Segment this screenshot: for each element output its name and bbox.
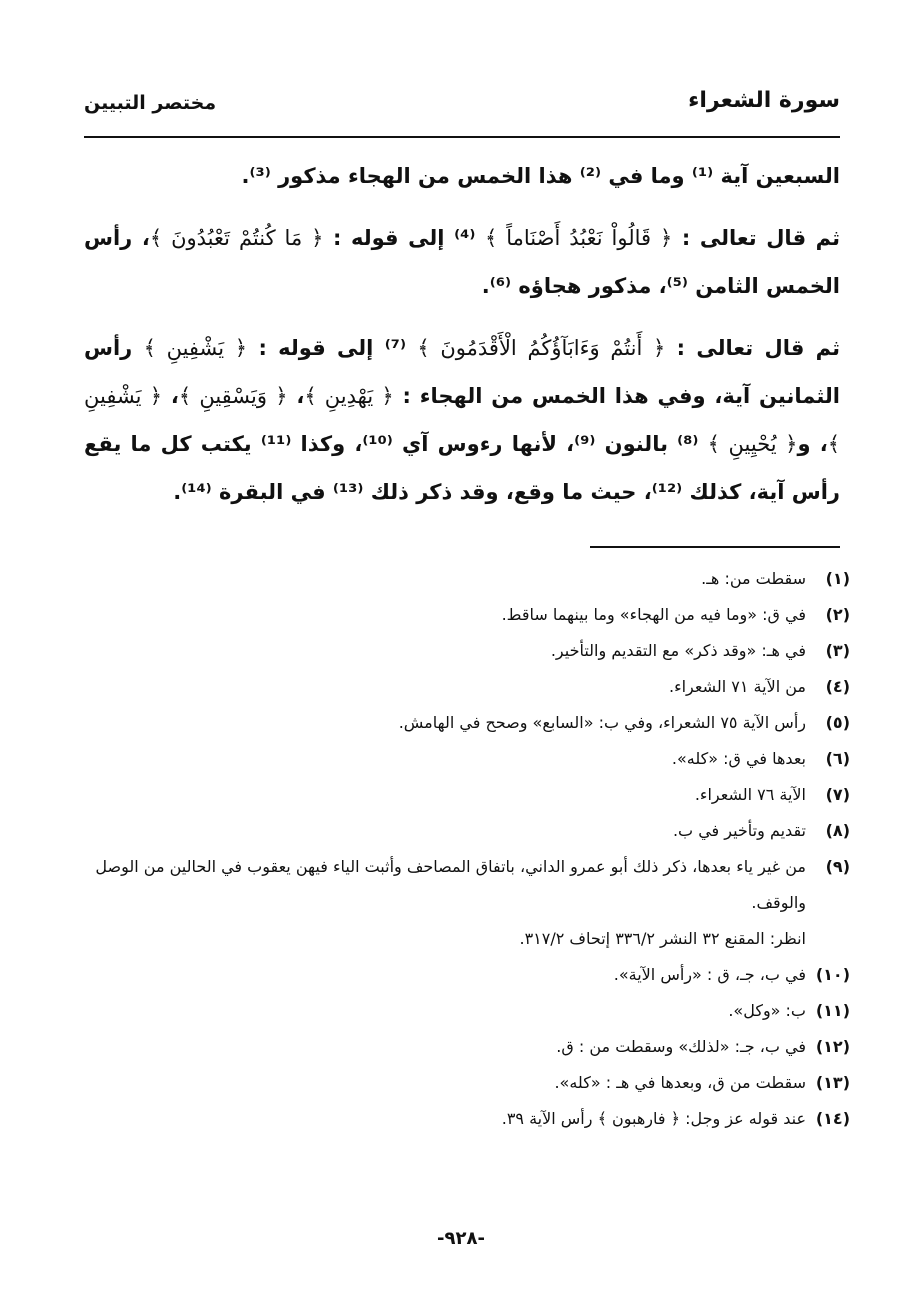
footnote-number: (٥): [825, 713, 850, 732]
footnote: [84, 741, 850, 777]
footnote-number: (٩): [825, 857, 850, 876]
footnote-text: انظر: المقنع ٣٢ النشر ٣٣٦/٢ إتحاف ٣١٧/٢.: [519, 929, 806, 948]
footnote-number: (٨): [825, 821, 850, 840]
footnote-number: (٤): [825, 677, 850, 696]
footnotes: [84, 561, 850, 1137]
footnote-number: (١): [825, 569, 850, 588]
text-segment: ثم قال تعالى :: [672, 226, 841, 250]
text-segment: رأس الثمانين آية، وفي هذا الخمس من الهجاء :: [84, 336, 840, 408]
footnote-text: من غير ياء بعدها، ذكر ذلك أبو عمرو الداني، باتفاق المصاحف وأثبت الياء فيهن يعقوب في الحالين من الوصل والوقف.: [95, 857, 806, 912]
text-segment: ثم قال تعالى :: [665, 336, 841, 360]
text-segment: ،: [287, 384, 305, 408]
footnote-text: رأس الآية ٧٥ الشعراء، وفي ب: «السابع» وصحح في الهامش.: [398, 713, 806, 732]
footnote: [84, 597, 850, 633]
footnote-number: (٧): [825, 785, 850, 804]
footnote: [84, 813, 850, 849]
footnote-text: ب: «وكل».: [728, 1001, 806, 1020]
footnote-text: تقديم وتأخير في ب.: [672, 821, 806, 840]
footnote: [84, 1101, 850, 1137]
footnote-text: بعدها في ق: «كله».: [671, 749, 806, 768]
footnote-text: عند قوله عز وجل: ﴿ فارهبون ﴾ رأس الآية ٣٩.: [501, 1109, 806, 1128]
text-segment: ، رأس الخمس الثامن ⁽⁵⁾، مذكور هجاؤه ⁽⁶⁾.: [84, 226, 840, 298]
footnote: [84, 561, 850, 597]
header-rule: [84, 136, 840, 138]
page-number: -٩٢٨-: [437, 1228, 485, 1249]
footnote: [84, 669, 850, 705]
paragraph: [84, 152, 840, 200]
footnote-number: (٣): [825, 641, 850, 660]
quran-verse: ﴿ يَشْفِينِ ﴾: [143, 336, 248, 360]
footnote: [84, 777, 850, 813]
surah-title: سورة الشعراء: [688, 88, 840, 113]
quran-verse: ﴿ أَنتُمْ وَءَابَآؤُكُمُ الْأَقْدَمُونَ ﴾: [417, 336, 666, 360]
footnote-text: في ب، جـ: «لذلك» وسقطت من : ق.: [556, 1037, 806, 1056]
footnote-number: (١٢): [815, 1037, 850, 1056]
footnote-text: من الآية ٧١ الشعراء.: [669, 677, 806, 696]
quran-verse: ﴿ يُحْيِينِ ﴾: [707, 432, 798, 456]
footnote-number: (٦): [825, 749, 850, 768]
page-header: [84, 84, 840, 124]
footnote-number: (١٣): [815, 1073, 850, 1092]
footnote-number: (١١): [815, 1001, 850, 1020]
paragraph: [84, 214, 840, 310]
quran-verse: ﴿ يَهْدِينِ ﴾: [304, 384, 394, 408]
footnote-separator: [590, 546, 840, 548]
footnote-text: سقطت من: هـ.: [701, 569, 806, 588]
footnote-text: في هـ: «وقد ذكر» مع التقديم والتأخير.: [550, 641, 806, 660]
footnote: [84, 957, 850, 993]
footnote-text: في ق: «وما فيه من الهجاء» وما بينهما ساقط.: [501, 605, 806, 624]
footnote: [84, 993, 850, 1029]
footnote-text: الآية ٧٦ الشعراء.: [694, 785, 806, 804]
footnote: [84, 1065, 850, 1101]
footnote-text: سقطت من ق، وبعدها في هـ : «كله».: [554, 1073, 806, 1092]
footnote: [84, 921, 850, 957]
main-text: [84, 152, 840, 530]
text-segment: ⁽⁴⁾ إلى قوله :: [323, 226, 485, 250]
text-segment: السبعين آية ⁽¹⁾ وما في ⁽²⁾ هذا الخمس من الهجاء مذكور ⁽³⁾.: [241, 164, 840, 188]
book-title: مختصر التبيين: [84, 92, 217, 114]
quran-verse: ﴿ مَا كُنتُمْ تَعْبُدُونَ ﴾: [149, 226, 324, 250]
footnote-number: (٢): [825, 605, 850, 624]
footnote: [84, 1029, 850, 1065]
footnote-number: (١٤): [815, 1109, 850, 1128]
quran-verse: ﴿ يَشْفِينِ ﴾: [84, 384, 840, 456]
quran-verse: ﴿ وَيَسْقِينِ ﴾: [178, 384, 288, 408]
footnote-number: (١٠): [815, 965, 850, 984]
footnote: [84, 633, 850, 669]
footnote-text: في ب، جـ، ق : «رأس الآية».: [613, 965, 806, 984]
text-segment: ، و: [797, 432, 828, 456]
text-segment: ،: [162, 384, 179, 408]
footnote: [84, 849, 850, 921]
quran-verse: ﴿ قَالُواْ نَعْبُدُ أَصْنَاماً ﴾: [484, 226, 673, 250]
footnote: [84, 705, 850, 741]
text-segment: ⁽⁷⁾ إلى قوله :: [247, 336, 418, 360]
paragraph: [84, 324, 840, 516]
text-segment: ⁽⁸⁾ بالنون ⁽⁹⁾، لأنها رءوس آي ⁽¹⁰⁾، وكذا ⁽¹¹⁾ يكتب كل ما يقع رأس آية، كذلك ⁽¹²⁾، حيث ما وقع، وقد ذكر ذلك ⁽¹³⁾ في البقرة ⁽¹⁴⁾.: [84, 432, 840, 504]
